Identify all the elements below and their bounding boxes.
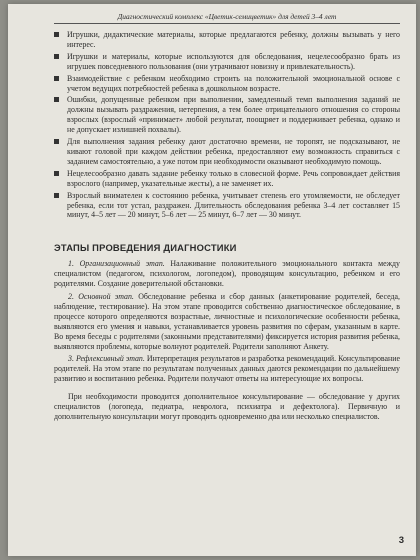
stage-label: 2. Основной этап.: [68, 292, 134, 302]
list-item-text: Для выполнения задания ребенку дают достаточно времени, не торопят, не подсказывают, не кивают головой при каждом действии ребенка, предоставляют ему возможность справиться с заданием самостоятельно, а уже потом при необходимости оказывают необходимую помощь.: [67, 137, 400, 166]
bullet-square-icon: [54, 139, 59, 144]
list-item: [54, 74, 400, 94]
list-item-text: Ошибки, допущенные ребенком при выполнении, замедленный темп выполнения заданий не должны вызывать раздражения, нетерпения, а тем более отрицательного отношения со стороны взрослых (взрослый «принимает» любой результат, поощряет и поддерживает ребенка, однако и не допускает излишней похвалы).: [67, 95, 400, 135]
closing-paragraph: При необходимости проводится дополнительное консультирование — обследование у других специалистов (логопеда, педиатра, невролога, психиатра и дефектолога). Первичную и дополнительную консультации могут проводить одновременно два или несколько специалистов.: [54, 392, 400, 421]
list-item-text: Игрушки, дидактические материалы, которые предлагаются ребенку, должны вызывать у него интерес.: [67, 30, 400, 49]
list-item: [54, 95, 400, 135]
list-item-text: Игрушки и материалы, которые используются для обследования, нецелесообразно брать из игрушек повседневного пользования (они утрачивают новизну и привлекательность).: [67, 51, 400, 71]
bullet-square-icon: [54, 193, 59, 198]
list-item: [54, 30, 400, 50]
list-item: [54, 169, 400, 189]
stage-text: Налаживание положительного эмоционального контакта между специалистом (педагогом, психологом, логопедом), проводящим консультацию, ребенком и его родителями. Создание доверительной обстановки.: [54, 259, 400, 289]
list-item: [54, 52, 400, 72]
stage-paragraph-main: [54, 292, 400, 351]
stage-label: 1. Организационный этап.: [68, 259, 165, 269]
stage-paragraph-organizational: [54, 259, 400, 289]
bullet-list: [54, 30, 400, 220]
document-page: [8, 4, 416, 556]
list-item-text: Взаимодействие с ребенком необходимо строить на положительной эмоциональной основе с учетом ведущих потребностей ребенка в дошкольном возрасте.: [67, 73, 400, 93]
stage-label: 3. Рефлексивный этап.: [68, 354, 145, 364]
bullet-square-icon: [54, 32, 59, 37]
list-item-text: Нецелесообразно давать задание ребенку только в словесной форме. Речь сопровождает действия взрослого (например, указательные жесты), а не заменяет их.: [67, 168, 400, 188]
section-heading: ЭТАПЫ ПРОВЕДЕНИЯ ДИАГНОСТИКИ: [54, 242, 237, 254]
list-item-text: Взрослый внимателен к состоянию ребенка, учитывает степень его утомляемости, не обследует ребенка, если тот устал, раздражен. Длительность обследования ребенка 3–4 лет составляет 15 минут, 4–5 лет — 20 минут, 5–6 лет — 25 минут, 6–7 лет — 30 минут.: [67, 190, 400, 220]
stage-paragraph-reflexive: [54, 354, 400, 384]
bullet-square-icon: [54, 76, 59, 81]
stage-text: Обследование ребенка и сбор данных (анкетирование родителей, беседа, наблюдение, тестирование). На этом этапе проводится собственно диагностическое обследование, в процессе которого определяются возрастные, личностные и психологические особенности ребенка, выявляются его умения и навыки, устанавливается уровень развития по сферам, указанным в карте. Во время беседы с родителями (законными представителями) фиксируется история развития ребенка, выявляются проблемы, которые волнуют родителей. Родители заполняют Анкету.: [54, 292, 400, 351]
page-number: 3: [398, 535, 404, 546]
page-content: [54, 12, 400, 425]
list-item: [54, 191, 400, 221]
running-head: Диагностический комплекс «Цветик-семицветик» для детей 3–4 лет: [54, 12, 400, 24]
stage-text: Интерпретация результатов и разработка рекомендаций. Консультирование родителей. На этом этапе по результатам полученных данных даются рекомендации по дальнейшему развитию и воспитанию ребенка. Родители получают ответы на интересующие их вопросы.: [54, 354, 401, 384]
bullet-square-icon: [54, 54, 59, 59]
list-item: [54, 137, 400, 167]
bullet-square-icon: [54, 97, 59, 102]
bullet-square-icon: [54, 171, 59, 176]
